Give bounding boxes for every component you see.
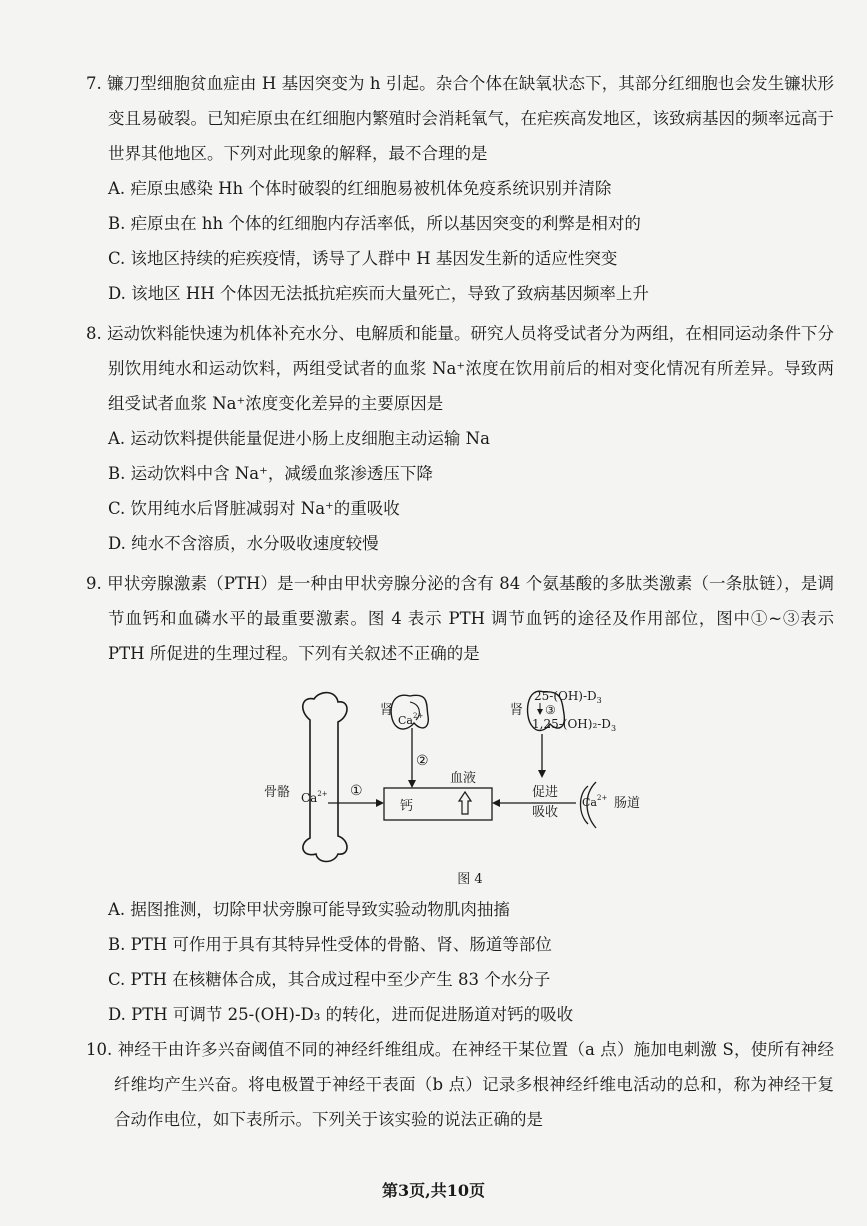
question-8-option-a: A. 运动饮料提供能量促进小肠上皮细胞主动运输 Na bbox=[108, 429, 490, 448]
step-1-label: ① bbox=[350, 783, 363, 799]
bone-label: 骨骼 bbox=[264, 785, 291, 800]
question-8-option-b: B. 运动饮料中含 Na⁺，减缓血浆渗透压下降 bbox=[108, 464, 433, 483]
question-7-option-c: C. 该地区持续的疟疾疫情，诱导了人群中 H 基因发生新的适应性突变 bbox=[108, 249, 618, 268]
promote-label: 促进 bbox=[532, 785, 559, 800]
calcium-rise-arrow-icon bbox=[459, 792, 471, 814]
step-3-label: ③ bbox=[545, 703, 556, 717]
intestine-label: 肠道 bbox=[614, 796, 641, 811]
vitd-bottom-label: $1,25-(OH)_2-D_3$ bbox=[532, 717, 617, 733]
question-9 bbox=[86, 566, 834, 671]
question-7-option-a: A. 疟原虫感染 Hh 个体时破裂的红细胞易被机体免疫系统识别并清除 bbox=[108, 179, 612, 198]
figure-4 bbox=[264, 668, 670, 890]
bone-shape bbox=[303, 693, 347, 862]
question-7 bbox=[86, 66, 834, 311]
kidney-2-label: 肾 bbox=[510, 703, 524, 718]
blood-label: 血液 bbox=[450, 771, 477, 786]
question-9-option-c: C. PTH 在核糖体合成，其合成过程中至少产生 83 个水分子 bbox=[108, 970, 551, 989]
question-8 bbox=[86, 316, 834, 561]
intestine-ca-label: $Ca^{2+}$ bbox=[582, 794, 608, 809]
question-7-option-b: B. 疟原虫在 hh 个体的红细胞内存活率低，所以基因突变的利弊是相对的 bbox=[108, 214, 641, 233]
question-8-option-d: D. 纯水不含溶质，水分吸收速度较慢 bbox=[108, 534, 379, 553]
kidney-1-label: 肾 bbox=[380, 703, 394, 718]
question-7-option-d: D. 该地区 HH 个体因无法抵抗疟疾而大量死亡，导致了致病基因频率上升 bbox=[108, 284, 649, 303]
question-10 bbox=[86, 1032, 834, 1137]
question-9-option-b: B. PTH 可作用于具有其特异性受体的骨骼、肾、肠道等部位 bbox=[108, 935, 552, 954]
question-9-option-d: D. PTH 可调节 25-(OH)-D₃ 的转化，进而促进肠道对钙的吸收 bbox=[108, 1005, 574, 1024]
question-8-option-c: C. 饮用纯水后肾脏减弱对 Na⁺的重吸收 bbox=[108, 499, 400, 518]
question-9-options bbox=[86, 892, 834, 1032]
step-2-label: ② bbox=[416, 753, 429, 769]
page-footer: 第3页,共10页 bbox=[382, 1181, 485, 1200]
question-10-stem: 10. 神经干由许多兴奋阈值不同的神经纤维组成。在神经干某位置（a 点）施加电刺激 S，使所有神经纤维均产生兴奋。将电极置于神经干表面（b 点）记录多根神经纤维电活动的总和，称为神经干复合动作电位，如下表所示。下列关于该实验的说法正确的是 bbox=[86, 1040, 834, 1129]
question-8-stem: 8. 运动饮料能快速为机体补充水分、电解质和能量。研究人员将受试者分为两组，在相同运动条件下分别饮用纯水和运动饮料，两组受试者的血浆 Na⁺浓度在饮用前后的相对变化情况有所差异。导致两组受试者血浆 Na⁺浓度变化差异的主要原因是 bbox=[86, 324, 834, 413]
kidney-1-ca-label: $Ca^{2+}$ bbox=[398, 712, 424, 727]
figure-caption: 图 4 bbox=[457, 872, 483, 887]
absorb-label: 吸收 bbox=[532, 805, 559, 820]
pth-diagram bbox=[264, 668, 670, 868]
question-9-option-a: A. 据图推测，切除甲状旁腺可能导致实验动物肌肉抽搐 bbox=[108, 900, 510, 919]
calcium-label: 钙 bbox=[400, 799, 414, 814]
bone-ca-label: $Ca^{2+}$ bbox=[301, 790, 328, 805]
question-7-stem: 7. 镰刀型细胞贫血症由 H 基因突变为 h 引起。杂合个体在缺氧状态下，其部分红细胞也会发生镰状形变且易破裂。已知疟原虫在红细胞内繁殖时会消耗氧气，在疟疾高发地区，该致病基因的频率远高于世界其他地区。下列对此现象的解释，最不合理的是 bbox=[86, 74, 834, 163]
vitd-top-label: $25-(OH)-D_3$ bbox=[534, 689, 602, 705]
question-9-stem: 9. 甲状旁腺激素（PTH）是一种由甲状旁腺分泌的含有 84 个氨基酸的多肽类激素（一条肽链），是调节血钙和血磷水平的最重要激素。图 4 表示 PTH 调节血钙的途径及作用部位，图中①~③表示 PTH 所促进的生理过程。下列有关叙述不正确的是 bbox=[86, 574, 834, 663]
